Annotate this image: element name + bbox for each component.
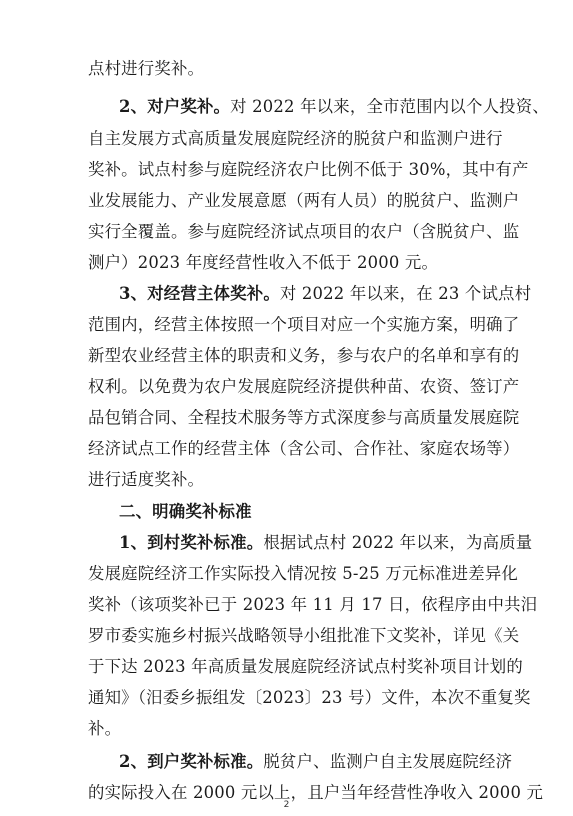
section-heading-inline: 1、到村奖补标准。 (119, 533, 264, 552)
section-title: 二、明确奖补标准 (119, 502, 252, 521)
text-line: 经济试点工作的经营主体（含公司、合作社、家庭农场等） (88, 439, 520, 458)
section-heading-inline: 2、对户奖补。 (119, 97, 231, 116)
section-heading-inline: 3、对经营主体奖补。 (119, 284, 280, 303)
text-line: 通知》（汨委乡振组发〔2023〕23 号）文件，本次不重复奖 (88, 688, 531, 707)
text-line: 发展庭院经济工作实际投入情况按 5-25 万元标准进差异化 (88, 564, 519, 583)
text-line: 品包销合同、全程技术服务等方式深度参与高质量发展庭院 (88, 408, 520, 427)
text-line: 3、对经营主体奖补。对 2022 年以来，在 23 个试点村 (119, 284, 532, 303)
text-line: 点村进行奖补。 (88, 59, 205, 78)
text-line: 于下达 2023 年高质量发展庭院经济试点村奖补项目计划的 (88, 657, 523, 676)
text-line: 的实际投入在 2000 元以上，且户当年经营性净收入 2000 元 (88, 783, 544, 802)
text-line: 自主发展方式高质量发展庭院经济的脱贫户和监测户进行 (88, 129, 503, 148)
text-line: 业发展能力、产业发展意愿（两有人员）的脱贫户、监测户 (88, 191, 520, 210)
text-line: 1、到村奖补标准。根据试点村 2022 年以来，为高质量 (119, 533, 533, 552)
text-line: 权利。以免费为农户发展庭院经济提供种苗、农资、签订产 (88, 377, 520, 396)
text-line: 奖补。试点村参与庭院经济农户比例不低于 30%，其中有产 (88, 160, 529, 179)
section-heading-inline: 2、到户奖补标准。 (119, 752, 264, 771)
text-line: 2、对户奖补。对 2022 年以来，全市范围内以个人投资、 (119, 97, 549, 116)
text-line: 测户）2023 年度经营性收入不低于 2000 元。 (88, 253, 439, 272)
text-line: 进行适度奖补。 (88, 470, 205, 489)
text-line: 新型农业经营主体的职责和义务，参与农户的名单和享有的 (88, 346, 520, 365)
text-line: 补。 (88, 719, 122, 738)
text-line: 罗市委实施乡村振兴战略领导小组批准下文奖补，详见《关 (88, 626, 520, 645)
text-line: 2、到户奖补标准。脱贫户、监测户自主发展庭院经济 (119, 752, 513, 771)
text-line: 实行全覆盖。参与庭院经济试点项目的农户（含脱贫户、监 (88, 222, 520, 241)
page-number: 2 (283, 800, 290, 810)
text-line: 范围内，经营主体按照一个项目对应一个实施方案，明确了 (88, 315, 520, 334)
text-line: 奖补（该项奖补已于 2023 年 11 月 17 日，依程序由中共汨 (88, 595, 538, 614)
